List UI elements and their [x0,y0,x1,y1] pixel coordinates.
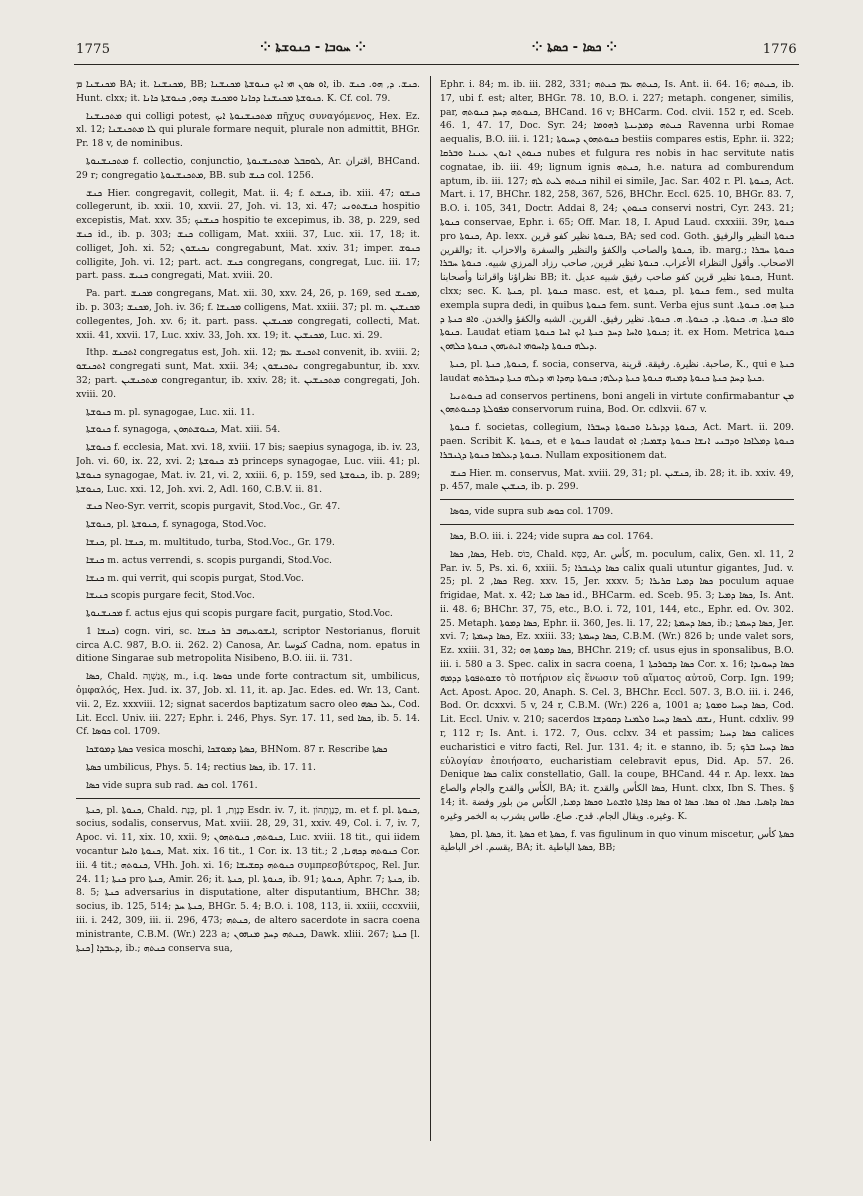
entry-separator [440,499,794,500]
dictionary-entry: ܟܢܘܫܬܐ, pl. ܟܢܘܫܬܐ, f. synagoga, Stod.Voc. [86,519,267,531]
dictionary-entry: ܟܢܘܫܬܐ f. ecclesia, Mat. xvi. 18, xviii. 17 bis; saepius synagoga, ib. iv. 23, Joh. vi. 60, ix. 22, xvi. 2; ܪܫ ܟܢܘܫܬܐ princeps synagogae, Luc. viii. 41; pl. ܟܢܘܫܬܐ synagogae, Mat. iv. 21, vi. 2, xxiii. 6, p. 159, sed ܟܢܘܫܬܐ, ib. p. 289; ܟܢܘܫܬܐ, Luc. xxi. 12, Joh. xvi. 2, Adl. 160, C.B.V. ii. 81. [76,442,420,495]
entry-separator [440,524,794,525]
left-column [76,78,420,1142]
dictionary-entry: ܟܣܬܐ, pl. ܟܣܬܐ, it. ܟܣܬܐ et ܟܣܬܐ, f. vas figulinum in quo vinum miscetur, ܟܣܬܐ كأس يقسم. اخر الباطية, BA; it. ܟܣܬܐ الباطية, BB; [440,828,794,854]
header-rule [74,64,799,65]
page-number-left: 1775 [76,42,111,57]
dictionary-entry: ܟܢܝܫܐ scopis purgare fecit, Stod.Voc. [86,590,255,602]
entry-separator [76,798,420,799]
running-headword-left: ⁘ ܚܘܒܐ - ܟܢܘܫܬܐ ⁘ [260,40,367,55]
dictionary-entry: ܟܣܬܐ umbilicus, Phys. 5. 14; rectius ܟܣܐ, ib. 17. 11. [86,762,316,774]
dictionary-entry: ܟܢܫܐ m. actus verrendi, s. scopis purgandi, Stod.Voc. [86,554,332,566]
dictionary-entry: ܡܟܢܫܢܘܬܐ f. actus ejus qui scopis purgare facit, purgatio, Stod.Voc. [86,608,393,620]
dictionary-entry: ܟܢܫܐ 1) cogn. viri, sc. ܐܝܫܘܥܝܗܒ ܒܪ ܟܢܫܐ, scriptor Nestorianus, floruit circa A.C. 987, B.O. ii. 262. 2) Canosa, Ar. كنوسا Cadna, nom. epatus in ditione Singarae sub metropolita Nisibeno, B.O. iii. ii. 731. [76,625,420,665]
dictionary-entry: ܟܢܫ Hier. congregavit, collegit, Mat. ii. 4; f. ܟܢܫܬ, ib. xiii. 47; ܟܢܫܘ collegerunt, ib. xxii. 10, xxvii. 27, Joh. vi. 13, xi. 47; ܟܢܫܬܘܢܝ hospitio excepistis, Mat. xxv. 35; ܟܢܫܢܟ hospitio te excepimus, ib. 38, p. 229, sed ܟܢܫ id., ib. p. 303; ܟܢܫ colligam, Mat. xxiii. 37, Luc. xii. 17, 18; it. colliget, Joh. xi. 52; ܢܟܢܫܘܢ congregabunt, Mat. xxiv. 31; imper. ܟܢܘܫ colligite, Joh. vi. 12; part. act. ܟܢܫ congregans, congregat, Luc. iii. 17; part. pass. ܟܢܝܫ congregati, Mat. xviii. 20. [76,187,420,282]
dictionary-entry: ܟܣܐ, B.O. iii. i. 224; vide supra ܟܣ col. 1764. [450,530,654,542]
dictionary-entry: ܟܘܣܐ, vide supra sub ܟܘܣ col. 1709. [450,506,614,518]
dictionary-entry: ܟܣܐ, ܟܣܐ, Heb. כּוֹס, Chald. כַּסָּא, Ar. كأس, m. poculum, calix, Gen. xl. 11, 2 Par. iv. 5, Ps. xi. 6, xxiii. 5; ܟܣܐ ܕܓܢܒܪܐ calix quali utuntur gigantes, Jud. v. 25; pl. ܟܣܐ, 2 Reg. xxv. 15, Jer. xxxv. 5; ܟܣܐ ܕܡܝܐ ܩܪܝܪܐ poculum aquae frigidae, Mat. x. 42; ܟܣܐ ܡܝܐ id., BHCarm. ed. Sceb. 95. 3; ܟܣܐ ܕܡܝܐ, Is. Ant. ii. 48. 6; BHChr. 37, 75, etc., B.O. i. 72, 101, 144, etc., Ephr. ed. Ov. 302. 25. Metaph. ܟܣܐ ܕܡܘܬܐ, Ephr. ii. 360, Jes. li. 17, 22; ܟܣܐ ܕܚܡܬܐ, ib.; ܟܣܐ ܕܚܡܬܐ, Jer. xvi. 7; ܟܣܐ ܕܚܡܬܐ, Ez. xxiii. 33; ܟܣܐ ܕܚܡܬܐ, C.B.M. (Wr.) 826 b; unde valet sors, Ez. xxiii. 31, 32; ܟܣܐ ܕܡܘܬܐ ܗܘ, BHChr. 219; cf. usus ejus in sponsalibus, B.O. iii. i. 580 a 3. Spec. calix in sacra coena, ܟܣܐ ܕܒܘܪܟܬܐ 1 Cor. x. 16; ܟܣܐ ܕܚܘܝܕܐ ܘܫܘܬܦܘܬܐ ܕܕܡܗ τὸ ποτήριον εἰς ἕνωσιν τοῦ αἵματος αὐτοῦ, Corp. Ign. 199; Act. Apost. Apoc. 20, Anaph. S. Cel. 3, BHChr. Eccl. 507. 3, B.O. iii. i. 246, Bod. Or. dcxxvi. 5 v, 24 r, C.B.M. (Wr.) 226 a, 1001 a; ܟܣܐ ܕܚܝܐ ܘܡܘܬܐ, Cod. Lit. Eccl. Univ. v. 210; sacerdos ܢܫܩ ܠܟܣܐ ܕܚܝܐ ܘܠܡܢܐ ܕܩܘܕܫܐ, Hunt. cdxliv. 99 r, 112 r; Is. Ant. i. 172. 7, Ous. cclxv. 34 et passim; ܟܣܐ ܕܚܝܐ calices eucharistici e vitro facti, Rel. Jur. 131. 4; it. e stanno, ib. 5; ܟܣܐ ܕܚܝܐ ܒܪܟ εὐλογίαν ἐποιήσατο, eucharistiam celebravit epus, Did. Ap. 57. 26. Denique ܟܣܐ calix constellatio, Gall. la coupe, BHCand. 44 r. Ap. lexx. ܟܣܐ الكأس والقدح والجام والصاع, BA; it. ܟܣܐ الكأس والقدح, Hunt. clxx, Ibn S. Thes. § 14; it. ܟܣܐ ܕܐܣܝܐ. ܟܣܐ. ܐܘ ܟܣܐ. ܟܣܐ ܐܘ ܟܣܐ ܕܦܐܬܐ ܘܐܫܬܝܐ ܘܟܣܐ ܕܡܝܐ, الكأس من بلور وفضة وغيره. ويقال الجام. قدح. صاع. طاس يشرب به الخمر وغيره. K. [440,548,794,822]
dictionary-entry: ܟܢܘܫܬܐ m. pl. synagogae, Luc. xii. 11. [86,406,255,418]
dictionary-entry: Ithp. ܐܬܟܢܫ congregatus est, Joh. xii. 12; ܐܬܟܢܫ ܥܡ convenit, ib. xviii. 2; ܐܬܟܢܫܘ congregati sunt, Mat. xxii. 34; ܢܬܟܢܫܘܢ congregabuntur, ib. xxv. 32; part. ܡܬܟܢܫܝܢ congregantur, ib. xxiv. 28; it. ܡܬܟܢܫܝܢ congregati, Joh. xviii. 20. [76,347,420,400]
column-divider [430,76,431,1141]
dictionary-entry: ܟܢܫ Neo-Syr. verrit, scopis purgavit, Stod.Voc., Gr. 47. [86,501,341,513]
dictionary-entry: ܡܬܟܢܫܢܘܬܐ f. collectio, conjunctio, ܠܘܩܒܠ ܡܬܟܢܫܢܘܬܐ, Ar. اقتران, BHCand. 29 r; congregatio ܡܬܟܢܫܢܘܬܐ, BB. sub ܟܢܫ col. 1256. [76,155,420,181]
dictionary-entry: ܟܣܬܐ ܕܡܘܫܟܐ vesica moschi, ܟܣܬܐ ܕܡܘܫܟܐ, BHNom. 87 r. Rescribe ܟܣܬܐ [86,744,388,756]
dictionary-entry: ܟܢܘܬܢܝܐ ad conservos pertinens, boni angeli in virtute confirmabantur ܡܢ ܡܦܘܠܬܐ ܕܟܢܘܬܗܘܢ conservorum ruina, Bod. Or. cdlxvii. 67 v. [440,390,794,416]
dictionary-entry: Ephr. i. 84; m. ib. iii. 282, 331; ܟܢܬܗ ܥܡ ܟܢܬܗ, Is. Ant. ii. 64. 16; ܟܢܬܗ, ib. 17, ubi f. est; alter, BHGr. 78. 10, B.O. i. 227; metaph. congener, similis, par, ܟܢܘܬܗ ܕܚܕ ܟܢܘܬܗ, BHCand. 16 v; BHCarm. Cod. clvii. 152 r, ed. Sceb. 46. 1, 47. 17, Doc. Syr. 24; ܟܢܬܗ ܕܡܕܝܢܬܐ ܪܗܘܡܐ Ravenna urbi Romae aequalis, B.O. iii. i. 121; ܟܢܘܬܗܘܢ ܕܚܝܘܬܐ bestiis compares estis, Ephr. ii. 322; ܟܢܘܬܢ ܐܢܘܢ ܥܢܢܐ ܘܒܪܩܐ nubes et fulgura res nobis in hac servitute natis cognatae, ib. iii. 49; lignum ignis ܟܢܬܗ, h.e. natura ad comburendum aptum, ib. iii. 127; ܟܢܬܗ ܠܝܬ ܠܗ nihil ei simile, Jac. Sar. 402 r. Pl. ܟܢܘܬܐ, Act. Mart. i. 17, BHChr. 182, 258, 367, 526, BHChr. Eccl. 625. 10, BHGr. 83. 7, B.O. i. 105, 341, Doctr. Addai 8, 24; ܟܢܘܬܢ conservi nostri, Cyr. 243. 21; ܟܢܘܬܐ conservae, Ephr. i. 65; Off. Mar. 18, I. Apud Laud. cxxxiii. 39r, ܟܢܘܬܐ pro ܟܢܘܬܐ, Ap. lexx. ܟܢܘܬܐ نظير كفو قرين, BA; sed cod. Goth. ܟܢܘܬܐ النظير والرفيق والقرين; it. ܟܢܘܬܐ والصاحب والكفؤ والنظير والسفرة والاحزاب, ib. marg.; ܟܢܘܬܐ ܚܒܪܐ الاصحاب. وأقول النظراء الأعراب. ܟܢܘܬܐ نظير قرين, صاحب رزاد المرزي شبيه. ܟܢܘܬܐ ܚܒܪܐ نظراؤنا واقراننا وأصحابنا BB; it. ܟܢܘܬܐ نظير قرين كفو صاحب رفيق شبيه عديل, Hunt. clxx; sec. K. ܟܢܬܐ, pl. ܟܢܘܬܐ masc. est, et ܟܢܘܬܐ, pl. ܟܢܘܬܐ fem., sed multa exempla supra dedi, in quibus ܟܢܘܬܐ fem. sunt. Verba ejus sunt ܟܢܬܐ ܗܘ. ܟܢܘܬܐ. ܘܐܦ ܟܢܬܐ. ܗ. ܟܢܘܬܐ. ܕ. ܟܢܘܬܐ. ܗ. ܟܢܘܬܐ. نظير رفيق. القرين. الشبه والكفؤ والخدن. ܘܐܦ ܟܢܬܐ ܕ ܟܢܘܬܐ. Laudat etiam ܟܢܘܬܐ ܘܐܚܐ ܕܚܕ ܟܢܬܐ ܐܝܟ ܐܚܐ ܟܢܘܬܐ; it. ex Hom. Metrica ܟܢܘܬܐ ܕܝܠܗ ܟܢܘܬܐ ܕܐܚܘܗܝ ܐܝܬܝܗܘܢ ܟܢܘܬܐ ܟܠܗܘܢ. [440,79,794,353]
dictionary-entry: ܡܟܢܫܢܐ ܡ BA; it. ܡܟܢܫܢܐ, BB; ܐܘ ܣܘܢ ܗܝ ܐܝܟ ܟܢܘܫܬܐ ܡܟܢܫܢܐ, ib. ܟܢܫ. ܕ, ܗܘ. ܟܢܫ. Hunt. clxx; it. ܟܢܘܫܬܐ ܡܟܢܫܢܐ ܕܟܐܢܐ ܘܡܟܢܫ ܕܗܘ, ܟܢܘܫܬܐ ܟܐܢܐ. K. Cf. col. 79. [76,79,420,104]
dictionary-entry: ܟܣܐ, Chald. אֲנַשְׁוָה, m., i.q. ܟܘܣܐ unde forte contractum sit, umbilicus, ὀμφαλός, Hex. Jud. ix. 37, Job. xl. 11, it. ap. Jac. Edes. ed. Wr. 13, Cant. vii. 2, Ez. xxxviii. 12; signat sacerdos baptizatum sacro oleo ܥܠ ܟܣܗ, Cod. Lit. Eccl. Univ. iii. 227; Ephr. i. 246, Phys. Syr. 17. 11, sed ܟܣܐ, ib. 5. 14. Cf. ܟܘܣܐ col. 1709. [76,671,420,738]
dictionary-entry: ܟܢܫܐ m. qui verrit, qui scopis purgat, Stod.Voc. [86,572,304,584]
dictionary-entry: ܟܢܘܬܐ f. societas, collegium, ܟܢܘܬܐ ܕܕܝܪܝܐ ܘܟܢܘܬܐ ܕܚܒܪܐ, Act. Mart. ii. 209. paen. Scribit K. ܟܢܘܬܐ, et e ܟܢܘܬܐ laudat ܟܢܘܬܐ ܕܡܠܐܟܐ ܘܕܒܢܝ ܐܢܫܐ ܟܢܘܬܐ ܕܫܡܝܐ; ܐܘ ܟܢܘܬܐ ܕܥܠܡܐ ܟܢܘܬܐ ܕܓܢܒܪܐ. Nullam expositionem dat. [440,422,794,461]
dictionary-entry: ܡܬܟܢܫܢܐ qui colligi potest, ܡܬܟܢܫܢܘܬܐ ܐܝܟ πῆχυς συναγόμενος, Hex. Ez. xl. 12; ܠܐ ܡܬܟܢܫܢܐ qui plurale formare nequit, plurale non admittit, BHGr. Pr. 18 v, de nominibus. [76,110,420,150]
dictionary-entry: ܟܢܬܐ, pl. ܟܢܘܬܐ, Chald. כְּנָת, pl. כְּנָוָת, 1 Esdr. iv. 7, it. כְּנָוָתְהוֹן, m. et f. pl. ܟܢܘܬܐ, socius, sodalis, conservus, Mat. xviii. 28, 29, 31, xxiv. 49, Col. i. 7, iv. 7, Apoc. vi. 11, xix. 10, xxii. 9; ܟܢܘܬܗ, ܟܢܘܬܗܘܢ, Luc. xviii. 18 tit., qui iidem vocantur ܟܢܘܬܐ ܘܐܚܐ, Mat. xix. 16 tit., 1 Cor. ix. 13 tit.; ܟܢܘܬܗ ܕܟܗܢܐ, 2 Cor. iii. 4 tit.; ܟܢܘܬܗ, VHh. Joh. xi. 16; ܟܢܘܬܗ ܕܩܫܝܫܐ συμπρεσβύτερος, Rel. Jur. 24. 11; ܟܢܬܐ pro ܟܢܬܐ, Amir. 26; it. ܟܢܬܐ, pl. ܟܢܘܬܐ, ib. 91; ܟܢܘܬܐ, Aphr. 7; ܟܢܬܐ, ib. 8. 5; ܟܢܬܐ adversarius in disputatione, alter disputantium, BHChr. 38; socius, ib. 125, 514; ܟܢܬܐ ܚܕ, BHGr. 5. 4; B.O. i. 108, 113, ii. xxiii, cccxviii, iii. i. 242, 309, iii. ii. 296, 473; ܟܢܬܗ, de altero sacerdote in sacra coena ministrante, C.B.M. (Wr.) 223 a; ܟܢܬܗ ܕܚܕ ܡܢܗܘܢ, Dawk. xliii. 267; ܟܢܬܐ [l. ܟܢܬܐ] ܕܥܒܕܐ, ib.; ܟܢܬܗ conserva sua, [76,804,420,954]
right-column [440,78,794,1142]
running-headword-right: ⁘ ܟܣܐ - ܟܣܬܐ ⁘ [531,40,617,55]
dictionary-entry: ܟܢܫ Hier. m. conservus, Mat. xviii. 29, 31; pl. ܟܢܫܝܢ, ib. 28; it. ib. xxiv. 49, p. 457, male ܟܢܫܝܢ, ib. p. 299. [440,467,794,493]
running-head [0,0,863,70]
page-number-right: 1776 [762,42,797,57]
dictionary-entry: ܟܣܐ vide supra sub rad. ܟܣ col. 1761. [86,779,258,791]
dictionary-entry: ܟܢܫܐ, pl. ܟܢܫܐ, m. multitudo, turba, Stod.Voc., Gr. 179. [86,536,335,548]
dictionary-entry: Pa. part. ܡܟܢܫ congregans, Mat. xii. 30, xxv. 24, 26, p. 169, sed ܡܟܢܫ, ib. p. 303; ܡܟܢܫ, Joh. iv. 36; f. ܡܟܢܫܐ colligens, Mat. xxiii. 37; pl. m. ܡܟܢܫܝܢ collegentes, Joh. xv. 6; it. part. pass. ܡܟܢܫܝܢ congregati, collecti, Mat. xxii. 41, xxvii. 17, Luc. xxiv. 33, Joh. xx. 19; it. ܡܟܢܫܝܢ, Luc. xi. 29. [76,288,420,341]
dictionary-entry: ܟܢܬܐ, pl. ܟܢܘܬܐ, ܟܢܬܐ, f. socia, conserva, صاحبة. نظيرة. رفيقة. قرينة, K., qui e ܟܢܬܐ laudat ܟܢܬܐ ܕܚܕ ܟܢܬܐ ܟܢܘܬܐ ܕܡܢܗ ܟܢܘܬܐ ܟܢܬܐ ܕܝܠܗ; ܟܢܘܬܐ ܕܗܕܐ ܗܝ ܕܝܠܗ ܟܢܬܐ ܕܚܒܪܬܗ. [440,358,794,384]
dictionary-entry: ܟܢܘܫܬܐ f. synagoga, ܟܢܘܫܬܗܘܢ, Mat. xiii. 54. [86,424,281,436]
